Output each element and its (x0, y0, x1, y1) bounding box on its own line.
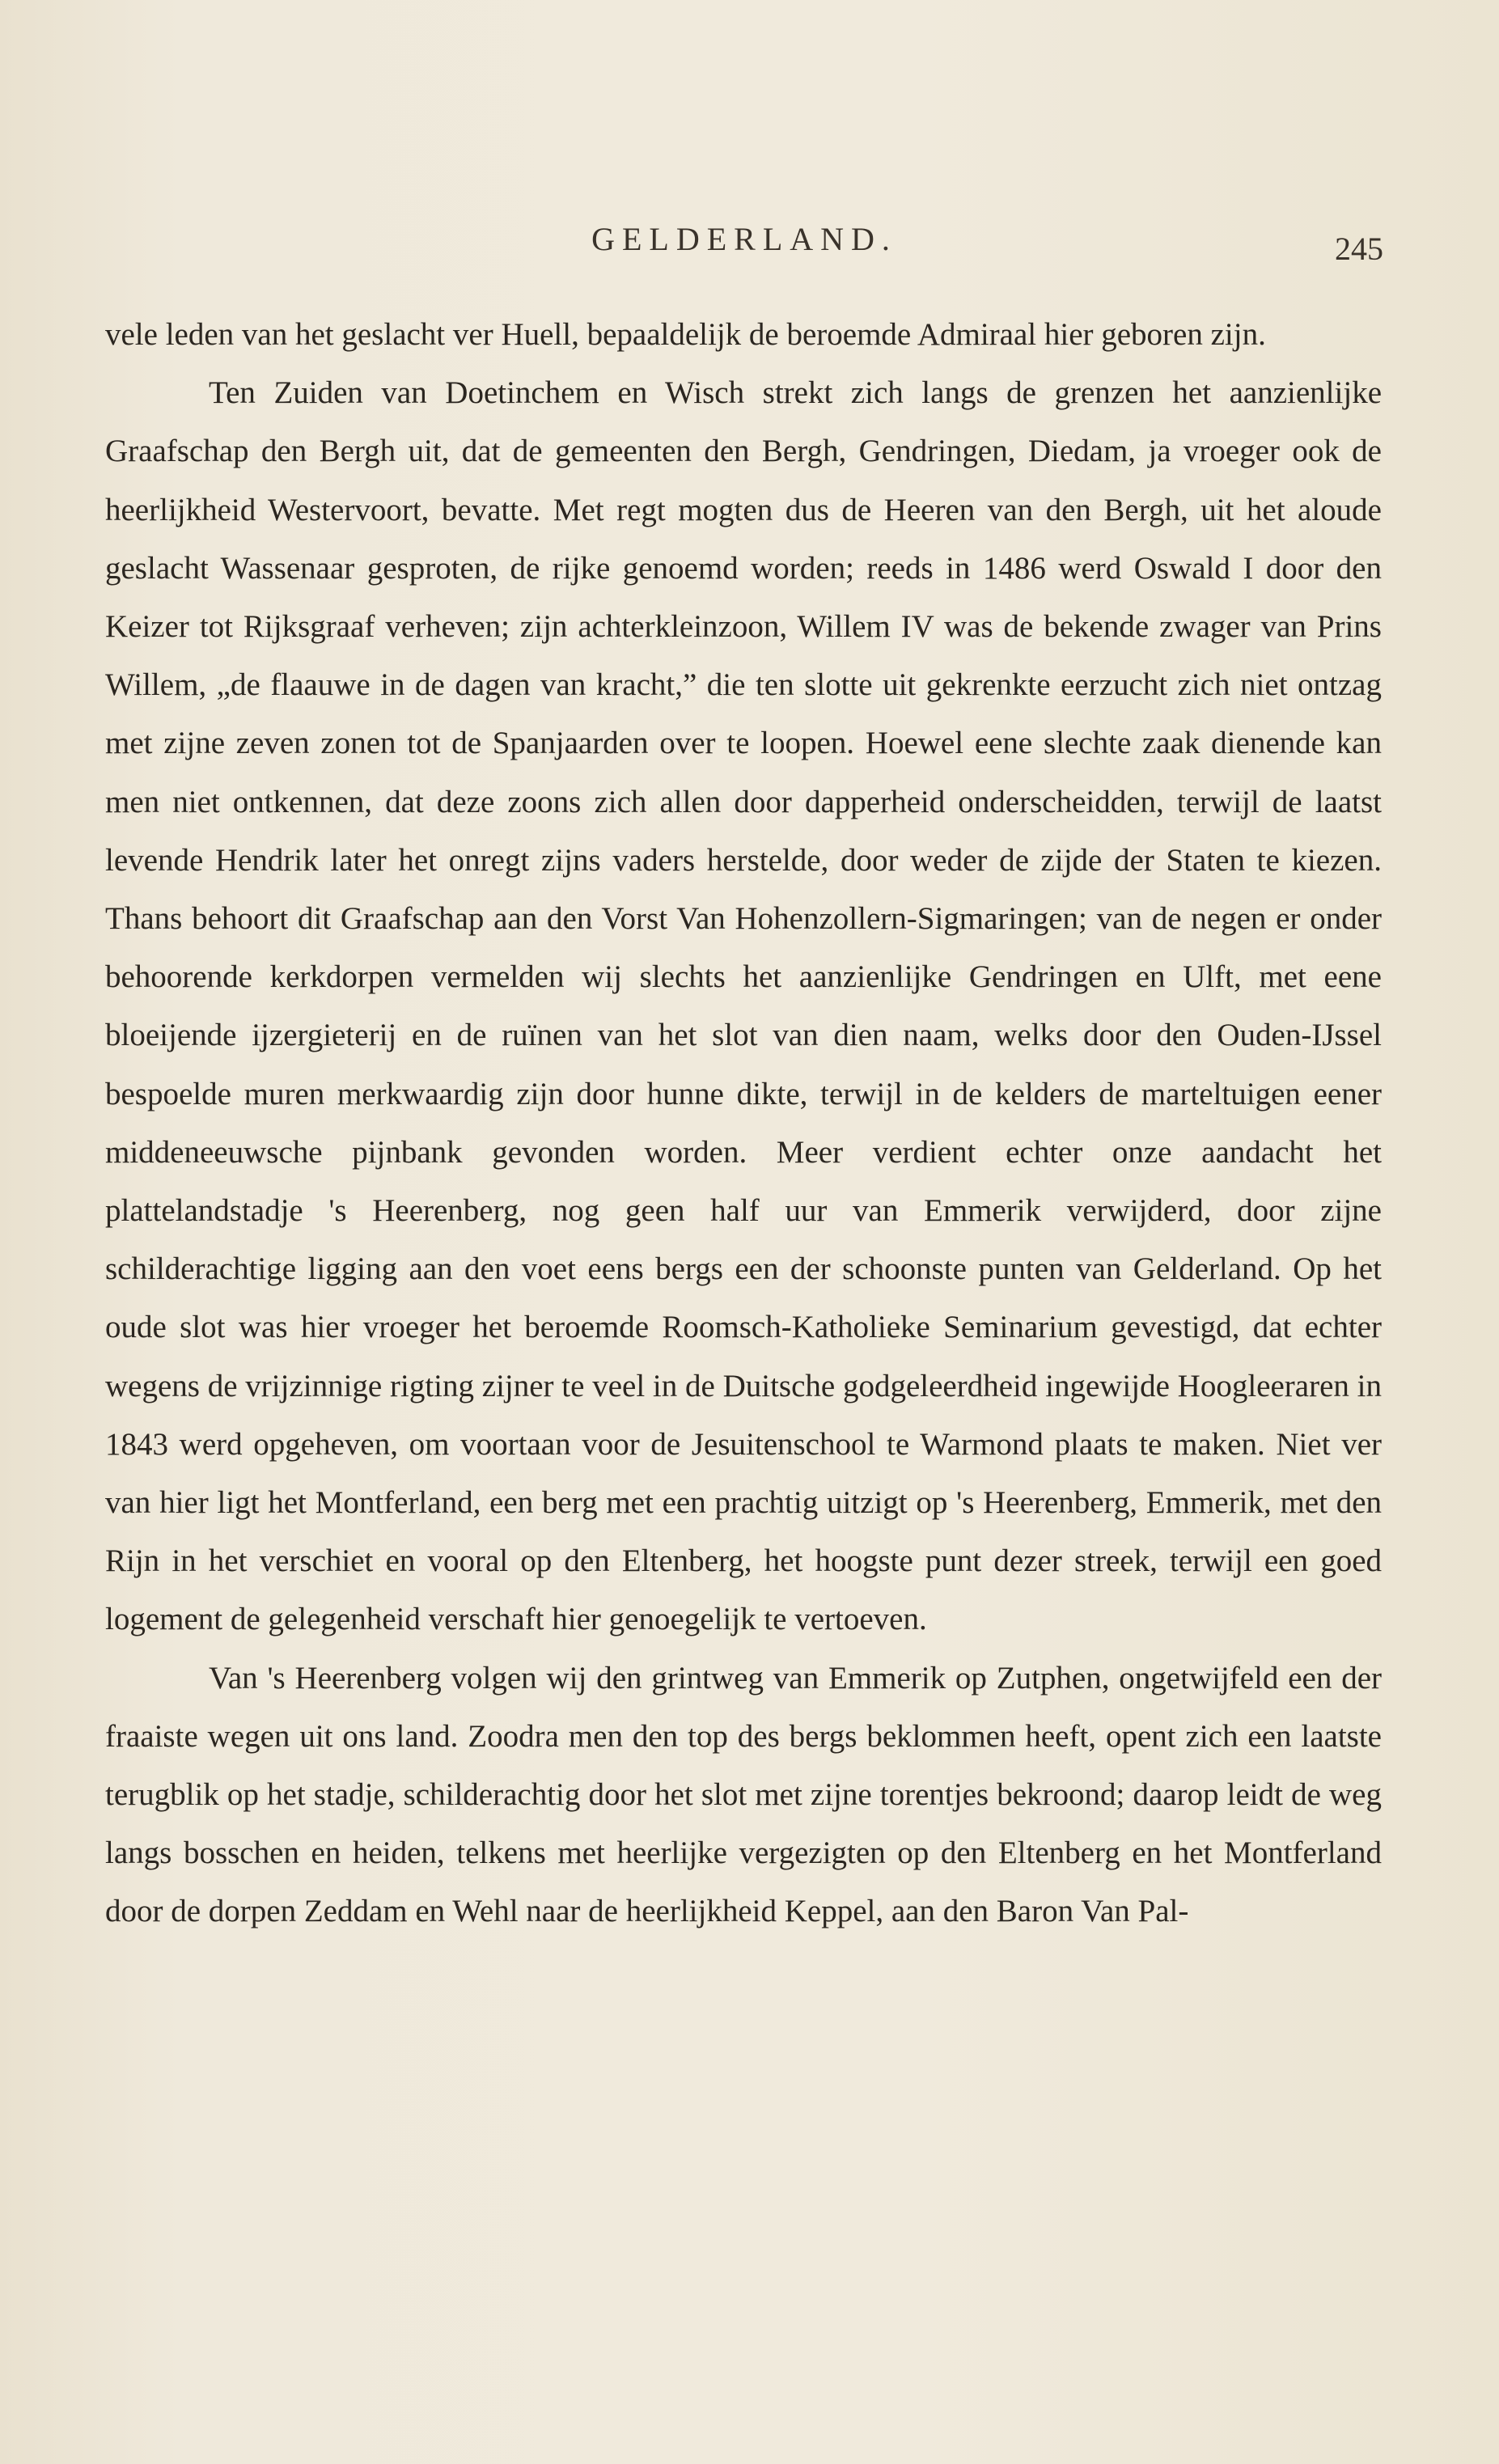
paragraph: Van 's Heerenberg volgen wij den grintweg van Emmerik op Zutphen, ongetwijfeld een der fraaiste wegen uit ons land. Zoodra men den top des bergs beklommen heeft, opent zich een laatste terugblik op het stadje, schilderachtig door het slot met zijne torentjes bekroond; daarop leidt de weg langs bosschen en heiden, telkens met heerlijke vergezigten op den Eltenberg en het Montferland door de dorpen Zeddam en Wehl naar de heerlijkheid Keppel, aan den Baron Van Pal- (105, 1660, 1382, 1929)
page-header (105, 220, 1383, 269)
body-text (105, 306, 1382, 1941)
running-title: GELDERLAND. (591, 221, 897, 257)
paragraph: vele leden van het geslacht ver Huell, bepaaldelijk de beroemde Admiraal hier geboren zijn. (105, 317, 1266, 352)
paragraph: Ten Zuiden van Doetinchem en Wisch strekt zich langs de grenzen het aanzienlijke Graafschap den Bergh uit, dat de gemeenten den Bergh, Gendringen, Diedam, ja vroeger ook de heerlijkheid Westervoort, bevatte. Met regt mogten dus de Heeren van den Bergh, uit het aloude geslacht Wassenaar gesproten, de rijke genoemd worden; reeds in 1486 werd Oswald I door den Keizer tot Rijksgraaf verheven; zijn achterkleinzoon, Willem IV was de bekende zwager van Prins Willem, „de flaauwe in de dagen van kracht,” die ten slotte uit gekrenkte eerzucht zich niet ontzag met zijne zeven zonen tot de Spanjaarden over te loopen. Hoewel eene slechte zaak dienende kan men niet ontkennen, dat deze zoons zich allen door dapperheid onderscheidden, terwijl de laatst levende Hendrik later het onregt zijns vaders herstelde, door weder de zijde der Staten te kiezen. Thans behoort dit Graafschap aan den Vorst Van Hohenzollern-Sigmaringen; van de negen er onder behoorende kerkdorpen vermelden wij slechts het aanzienlijke Gendringen en Ulft, met eene bloeijende ijzergieterij en de ruïnen van het slot van dien naam, welks door den Ouden-IJssel bespoelde muren merkwaardig zijn door hunne dikte, terwijl in de kelders de marteltuigen eener middeneeuwsche pijnbank gevonden worden. Meer verdient echter onze aandacht het plattelandstadje 's Heerenberg, nog geen half uur van Emmerik verwijderd, door zijne schilderachtige ligging aan den voet eens bergs een der schoonste punten van Gelderland. Op het oude slot was hier vroeger het beroemde Roomsch-Katholieke Seminarium gevestigd, dat echter wegens de vrijzinnige rigting zijner te veel in de Duitsche godgeleerdheid ingewijde Hoogleeraren in 1843 werd opgeheven, om voortaan voor de Jesuitenschool te Warmond plaats te maken. Niet ver van hier ligt het Montferland, een berg met een prachtig uitzigt op 's Heerenberg, Emmerik, met den Rijn in het verschiet en vooral op den Eltenberg, het hoogste punt dezer streek, terwijl een goed logement de gelegenheid verschaft hier genoegelijk te vertoeven. (105, 375, 1382, 1637)
page-number: 245 (1335, 231, 1383, 267)
